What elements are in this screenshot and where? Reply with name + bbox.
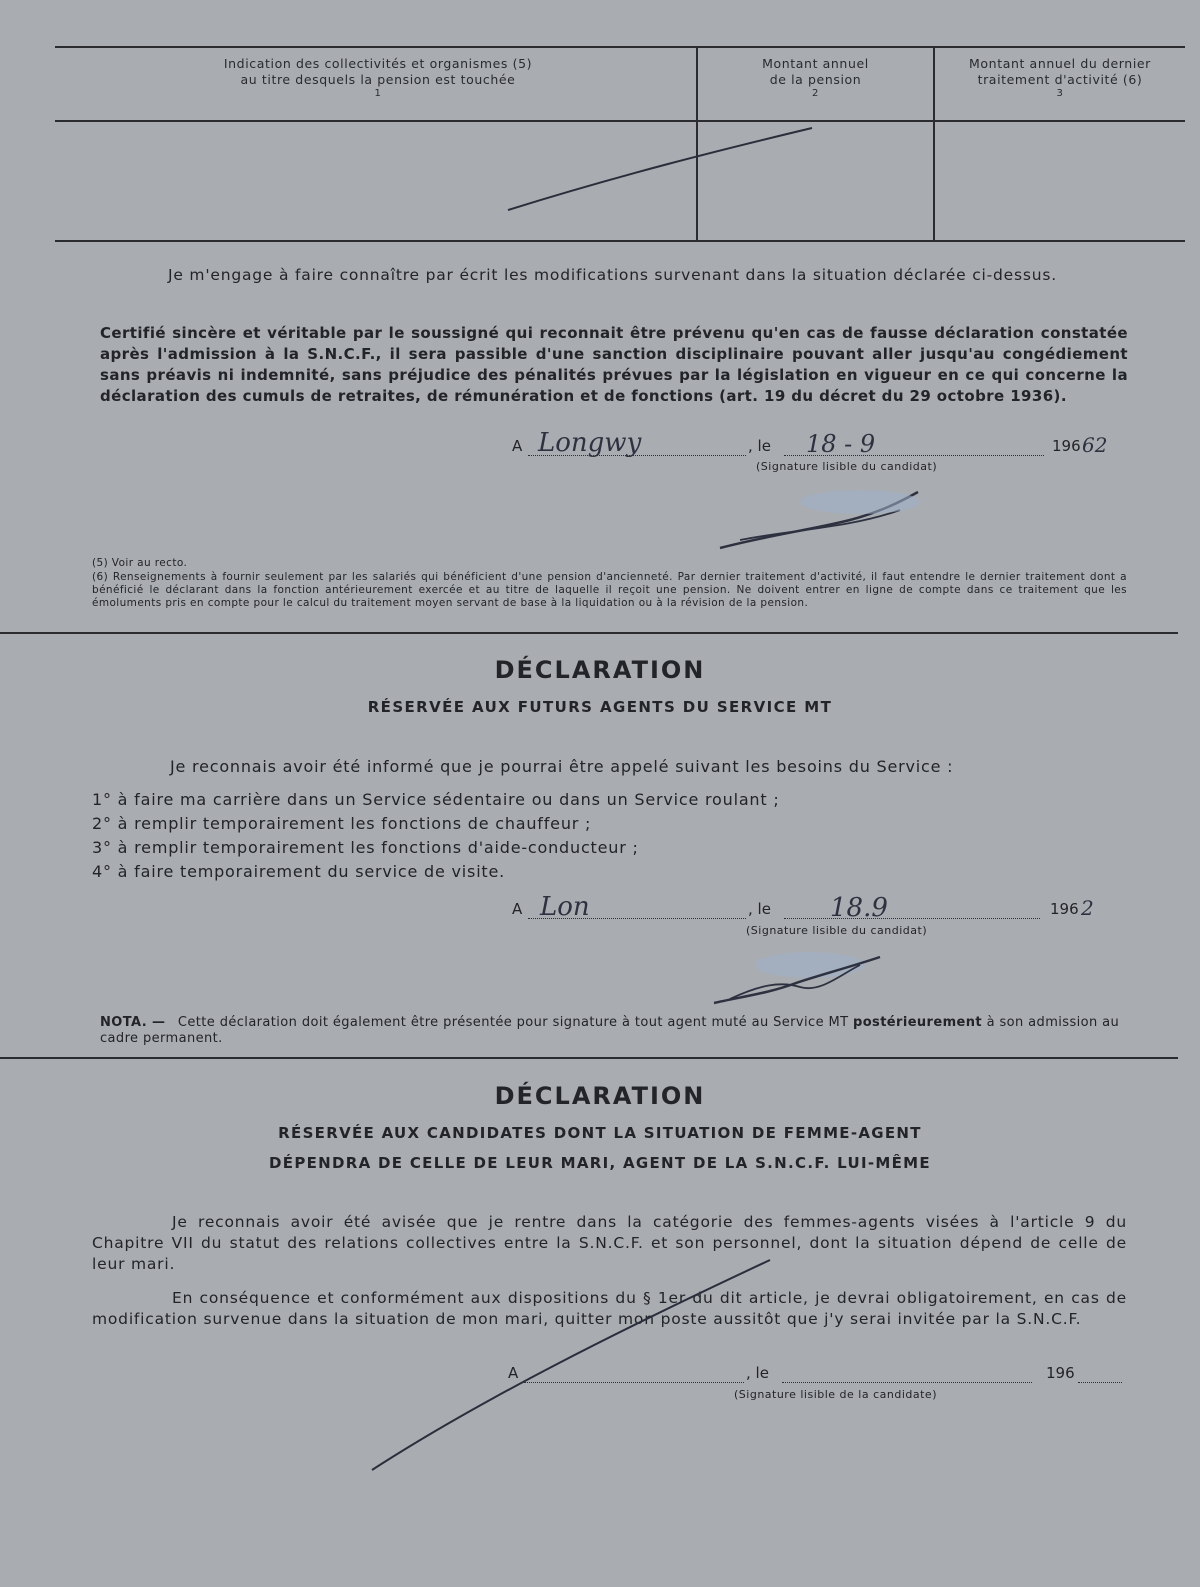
- sig1-year-handwritten: 62: [1082, 433, 1108, 457]
- sig2-a-label: A: [512, 900, 523, 918]
- footnote-6: (6) Renseignements à fournir seulement par les salariés qui bénéficient d'une pension d'ancienneté. Par dernier traitement d'activité, il faut entendre le dernier traitement dont a bénéficié le déclarant dans la fonction antérieurement exercée et au titre de laquelle il reçoit une pension. Ne doivent entrer en ligne de compte dans ce traitement que les émoluments pris en compte pour le calcul du traitement moyen servant de base à la liquidation ou à la révision de la pension.: [92, 571, 1127, 609]
- table-top-rule: [55, 46, 1185, 48]
- sig1-place-handwritten: Longwy: [538, 428, 642, 458]
- col2-header-line1: Montant annuel: [762, 56, 869, 71]
- sig3-caption: (Signature lisible de la candidate): [734, 1388, 937, 1401]
- col1-header-line2: au titre desquels la pension est touchée: [240, 72, 516, 87]
- strike-through-mark: [500, 120, 820, 220]
- sig2-date-handwritten: 18.9: [830, 893, 888, 923]
- section-divider-1: [0, 632, 1178, 634]
- sig2-year-prefix: 196: [1050, 900, 1079, 918]
- nota-bold: postérieurement: [853, 1015, 983, 1030]
- sig2-year-handwritten: 2: [1081, 896, 1094, 920]
- section2-intro: Je reconnais avoir été informé que je pourrai être appelé suivant les besoins du Service :: [170, 757, 954, 776]
- section3-title: DÉCLARATION: [494, 1082, 706, 1110]
- list-item: 2° à remplir temporairement les fonctions de chauffeur ;: [92, 814, 592, 833]
- list-item: 4° à faire temporairement du service de visite.: [92, 862, 506, 881]
- certification-paragraph: Certifié sincère et véritable par le soussigné qui reconnait être prévenu qu'en cas de fausse déclaration constatée après l'admission à la S.N.C.F., il sera passible d'une sanction disciplinaire pouvant aller jusqu'au congédiement sans préavis ni indemnité, sans préjudice des pénalités prévues par la législation en vigueur en ce qui concerne la déclaration des cumuls de retraites, de rémunération et de fonctions (art. 19 du décret du 29 octobre 1936).: [100, 324, 1128, 405]
- col1-header: [60, 56, 696, 100]
- nota-block: [100, 1015, 1130, 1047]
- section3-subtitle-line1: RÉSERVÉE AUX CANDIDATES DONT LA SITUATION DE FEMME-AGENT: [278, 1124, 922, 1142]
- nota-text-1: Cette déclaration doit également être présentée pour signature à tout agent muté au Service MT: [177, 1015, 849, 1030]
- nota-label: NOTA. —: [100, 1015, 166, 1030]
- section2-title: DÉCLARATION: [494, 656, 706, 684]
- sig1-le-label: , le: [748, 437, 771, 455]
- section3-paragraph-1: Je reconnais avoir été avisée que je rentre dans la catégorie des femmes-agents visées à l'article 9 du Chapitre VII du statut des relations collectives entre la S.N.C.F. et son personnel, dont la situation dépend de celle de leur mari.: [92, 1213, 1127, 1273]
- sig3-year-prefix: 196: [1046, 1364, 1075, 1382]
- list-item: 1° à faire ma carrière dans un Service sédentaire ou dans un Service roulant ;: [92, 790, 780, 809]
- col1-number: 1: [374, 88, 382, 99]
- section2-item-list: [92, 788, 1092, 884]
- list-item: 3° à remplir temporairement les fonctions d'aide-conducteur ;: [92, 838, 639, 857]
- col2-number: 2: [812, 88, 819, 99]
- sig2-caption: (Signature lisible du candidat): [746, 924, 928, 937]
- section2-subtitle: RÉSERVÉE AUX FUTURS AGENTS DU SERVICE MT: [367, 698, 833, 716]
- signature-scribble-1: [700, 480, 940, 560]
- col3-header-line1: Montant annuel du dernier: [969, 56, 1151, 71]
- sig2-date-line: [784, 918, 1040, 919]
- sig1-date-handwritten: 18 - 9: [806, 430, 876, 458]
- footnote-5: (5) Voir au recto.: [92, 557, 188, 569]
- engagement-paragraph: Je m'engage à faire connaître par écrit les modifications survenant dans la situation déclarée ci-dessus.: [168, 266, 1057, 284]
- col1-header-line1: Indication des collectivités et organismes (5): [223, 56, 533, 71]
- sig3-date-line: [782, 1382, 1032, 1383]
- signature-scribble-2: [700, 945, 900, 1015]
- col2-header-line2: de la pension: [769, 72, 862, 87]
- sig3-year-line: [1078, 1382, 1122, 1383]
- col2-header: [698, 56, 933, 100]
- sig1-caption: (Signature lisible du candidat): [756, 460, 938, 473]
- section-divider-2: [0, 1057, 1178, 1059]
- sig1-a-label: A: [512, 437, 523, 455]
- table-bottom-rule: [55, 240, 1185, 242]
- sig3-a-label: A: [508, 1364, 519, 1382]
- strike-through-mark: [360, 1250, 780, 1480]
- section3-subtitle-line2: DÉPENDRA DE CELLE DE LEUR MARI, AGENT DE LA S.N.C.F. LUI-MÊME: [269, 1154, 931, 1172]
- col3-header: [935, 56, 1185, 100]
- sig2-place-handwritten: Lon: [540, 892, 590, 922]
- section3-paragraph-2: En conséquence et conformément aux dispositions du § 1er du dit article, je devrai obligatoirement, en cas de modification survenue dans la situation de mon mari, quitter mon poste aussitôt que j'y serai invitée par la S.N.C.F.: [92, 1289, 1127, 1328]
- nota-text-2: à son admission au cadre permanent.: [100, 1015, 1120, 1046]
- col3-number: 3: [1056, 88, 1064, 99]
- sig3-le-label: , le: [746, 1364, 769, 1382]
- col3-header-line2: traitement d'activité (6): [977, 72, 1143, 87]
- sig1-year-prefix: 196: [1052, 437, 1081, 455]
- sig2-le-label: , le: [748, 900, 771, 918]
